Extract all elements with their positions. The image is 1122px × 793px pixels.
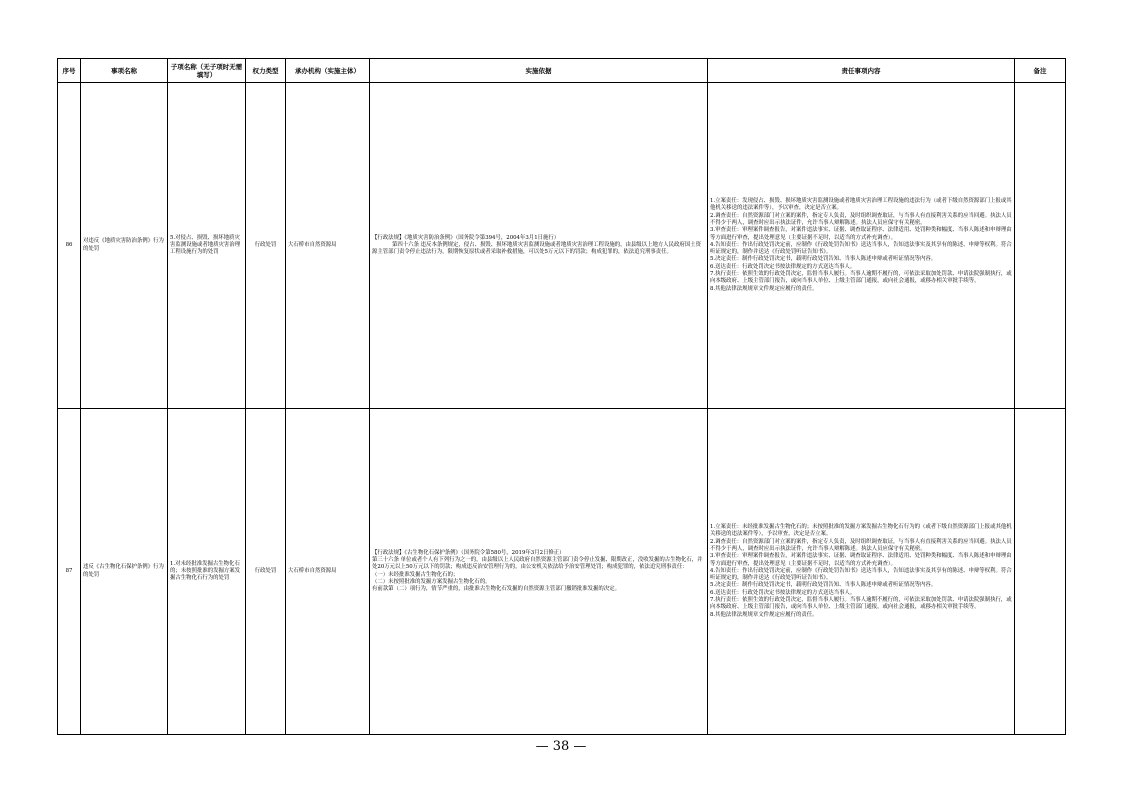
cell-power-type: 行政处罚 [246, 83, 286, 409]
basis-line: 有前款第（二）项行为，情节严重的，由批准古生物化石发掘的自然资源主管部门撤销批准发掘的决定。 [372, 586, 620, 593]
responsibility-line: 6.送达责任：行政处罚决定书按法律规定的方式送达当事人。 [710, 589, 856, 596]
cell-responsibility [708, 409, 1015, 735]
cell-item-name: 违反《古生物化石保护条例》行为的处罚 [81, 409, 168, 735]
table-header-row [58, 59, 1066, 83]
header-item-name: 事项名称 [81, 59, 168, 83]
responsibility-line: 1.立案责任：发现侵占、损毁、损坏地质灾害监测设施或者地质灾害治理工程设施的违法行为（或者下级自然资源部门上报或其他机关移送的违法案件等），予以审查，决定是否立案。 [710, 198, 1012, 212]
responsibility-line: 2.调查责任：自然资源部门对立案的案件，指定专人负责，及时组织调查取证，与当事人有直接利害关系的应当回避。执法人员不得少于两人，调查时应出示执法证件，允许当事人辩解陈述。执法人员应保守有关秘密。 [710, 212, 1012, 226]
header-remarks: 备注 [1015, 59, 1066, 83]
table-row [58, 83, 1066, 409]
cell-agency: 大石桥市自然资源局 [286, 83, 370, 409]
responsibility-line: 7.执行责任：依照生效的行政处罚决定，监督当事人履行。当事人逾期不履行的，可依法采取加处罚款、申请法院强制执行，或向本级政府、上级主管部门报告，或向当事人单位、上级主管部门通报，或向社会通报，或移办相关审批手续等。 [710, 597, 1012, 611]
cell-sub-item: 5.对侵占、损毁、损坏地质灾害监测设施或者地质灾害治理工程设施行为的处罚 [168, 83, 246, 409]
header-power-type: 权力类型 [246, 59, 286, 83]
header-sub-item: 子项名称（无子项时无需填写） [168, 59, 246, 83]
cell-sub-item: 1.对未经批准发掘古生物化石的；未按照批准的发掘方案发掘古生物化石行为的处罚 [168, 409, 246, 735]
responsibility-line: 3.审查责任：审理案件调查报告，对案件违法事实、证据、调查取证程序、法律适用、处罚种类和幅度、当事人陈述和申辩理由等方面进行审查，提出处理意见（主要证据不足时，以适当的方式补充调查）。 [710, 227, 1012, 241]
basis-line: 第三十六条 单位或者个人有下列行为之一的，由县级以上人民政府自然资源主管部门责令停止发掘、限期改正，没收发掘的古生物化石，并处20万元以上50万元以下的罚款；构成违反治安管理行为的，由公安机关依法给予治安管理处罚；构成犯罪的，依法追究刑事责任： [372, 556, 703, 571]
basis-line: （一）未经批准发掘古生物化石的； [372, 571, 459, 578]
basis-line: （二）未按照批准的发掘方案发掘古生物化石的。 [372, 578, 491, 585]
cell-item-name: 对违反《地质灾害防治条例》行为的处罚 [81, 83, 168, 409]
responsibility-line: 5.决定责任：制作行政处罚决定书，载明行政处罚告知、当事人陈述申辩或者听证情况等内容。 [710, 582, 937, 589]
responsibility-line: 7.执行责任：依照生效的行政处罚决定，监督当事人履行。当事人逾期不履行的，可依法采取加处罚款、申请法院强制执行，或向本级政府、上级主管部门报告，或向当事人单位、上级主管部门通报，或向社会通报，或移办相关审批手续等。 [710, 271, 1012, 285]
responsibility-line: 2.调查责任：自然资源部门对立案的案件，指定专人负责，及时组织调查取证，与当事人有直接利害关系的应当回避。执法人员不得少于两人，调查时应出示执法证件，允许当事人辩解陈述。执法人员应保守有关秘密。 [710, 538, 1012, 552]
cell-remarks [1015, 83, 1066, 409]
responsibility-line: 6.送达责任：行政处罚决定书按法律规定的方式送达当事人。 [710, 263, 856, 270]
cell-responsibility [708, 83, 1015, 409]
table-row [58, 409, 1066, 735]
responsibility-line: 1.立案责任：未经批准发掘古生物化石的；未按照批准的发掘方案发掘古生物化石行为的（或者下级自然资源部门上报或其他机关移送的违法案件等），予以审查，决定是否立案。 [710, 524, 1012, 538]
power-list-table [57, 58, 1066, 735]
responsibility-line: 5.决定责任：制作行政处罚决定书，载明行政处罚告知、当事人陈述申辩或者听证情况等内容。 [710, 256, 937, 263]
cell-seq: 86 [58, 83, 81, 409]
responsibility-line: 4.告知责任：作出行政处罚决定前，应制作《行政处罚告知书》送达当事人，告知违法事实及其享有的陈述、申辩等权利。符合听证规定的，制作并送达《行政处罚听证告知书》。 [710, 567, 1012, 582]
basis-line: 【行政法规】《地质灾害防治条例》（国务院令第394号，2004年3月1日施行） [372, 234, 560, 241]
cell-seq: 87 [58, 409, 81, 735]
responsibility-line: 3.审查责任：审理案件调查报告，对案件违法事实、证据、调查取证程序、法律适用、处罚种类和幅度、当事人陈述和申辩理由等方面进行审查，提出处理意见（主要证据不足时，以适当的方式补充调查）。 [710, 553, 1012, 567]
responsibility-line: 8.其他法律法规规章文件规定应履行的责任。 [710, 611, 818, 618]
header-seq: 序号 [58, 59, 81, 83]
cell-agency: 大石桥市自然资源局 [286, 409, 370, 735]
cell-remarks [1015, 409, 1066, 735]
basis-line: 第四十六条 违反本条例规定，侵占、损毁、损坏地质灾害监测设施或者地质灾害治理工程设施的，由县级以上地方人民政府国土资源主管部门责令停止违法行为，限期恢复原状或者采取补救措施，可以处5万元以下的罚款；构成犯罪的，依法追究刑事责任。 [372, 241, 701, 256]
header-agency: 承办机构（实施主体） [286, 59, 370, 83]
responsibility-line: 4.告知责任：作出行政处罚决定前，应制作《行政处罚告知书》送达当事人，告知违法事实及其享有的陈述、申辩等权利。符合听证规定的，制作并送达《行政处罚听证告知书》。 [710, 241, 1012, 256]
cell-power-type: 行政处罚 [246, 409, 286, 735]
header-responsibility: 责任事项内容 [708, 59, 1015, 83]
header-basis: 实施依据 [370, 59, 708, 83]
responsibility-line: 8.其他法律法规规章文件规定应履行的责任。 [710, 285, 818, 292]
cell-basis [370, 83, 708, 409]
page-number: — 38 — [535, 739, 587, 754]
cell-basis [370, 409, 708, 735]
basis-line: 【行政法规】《古生物化石保护条例》（国务院令第580号，2019年3月2日修正） [372, 549, 565, 556]
